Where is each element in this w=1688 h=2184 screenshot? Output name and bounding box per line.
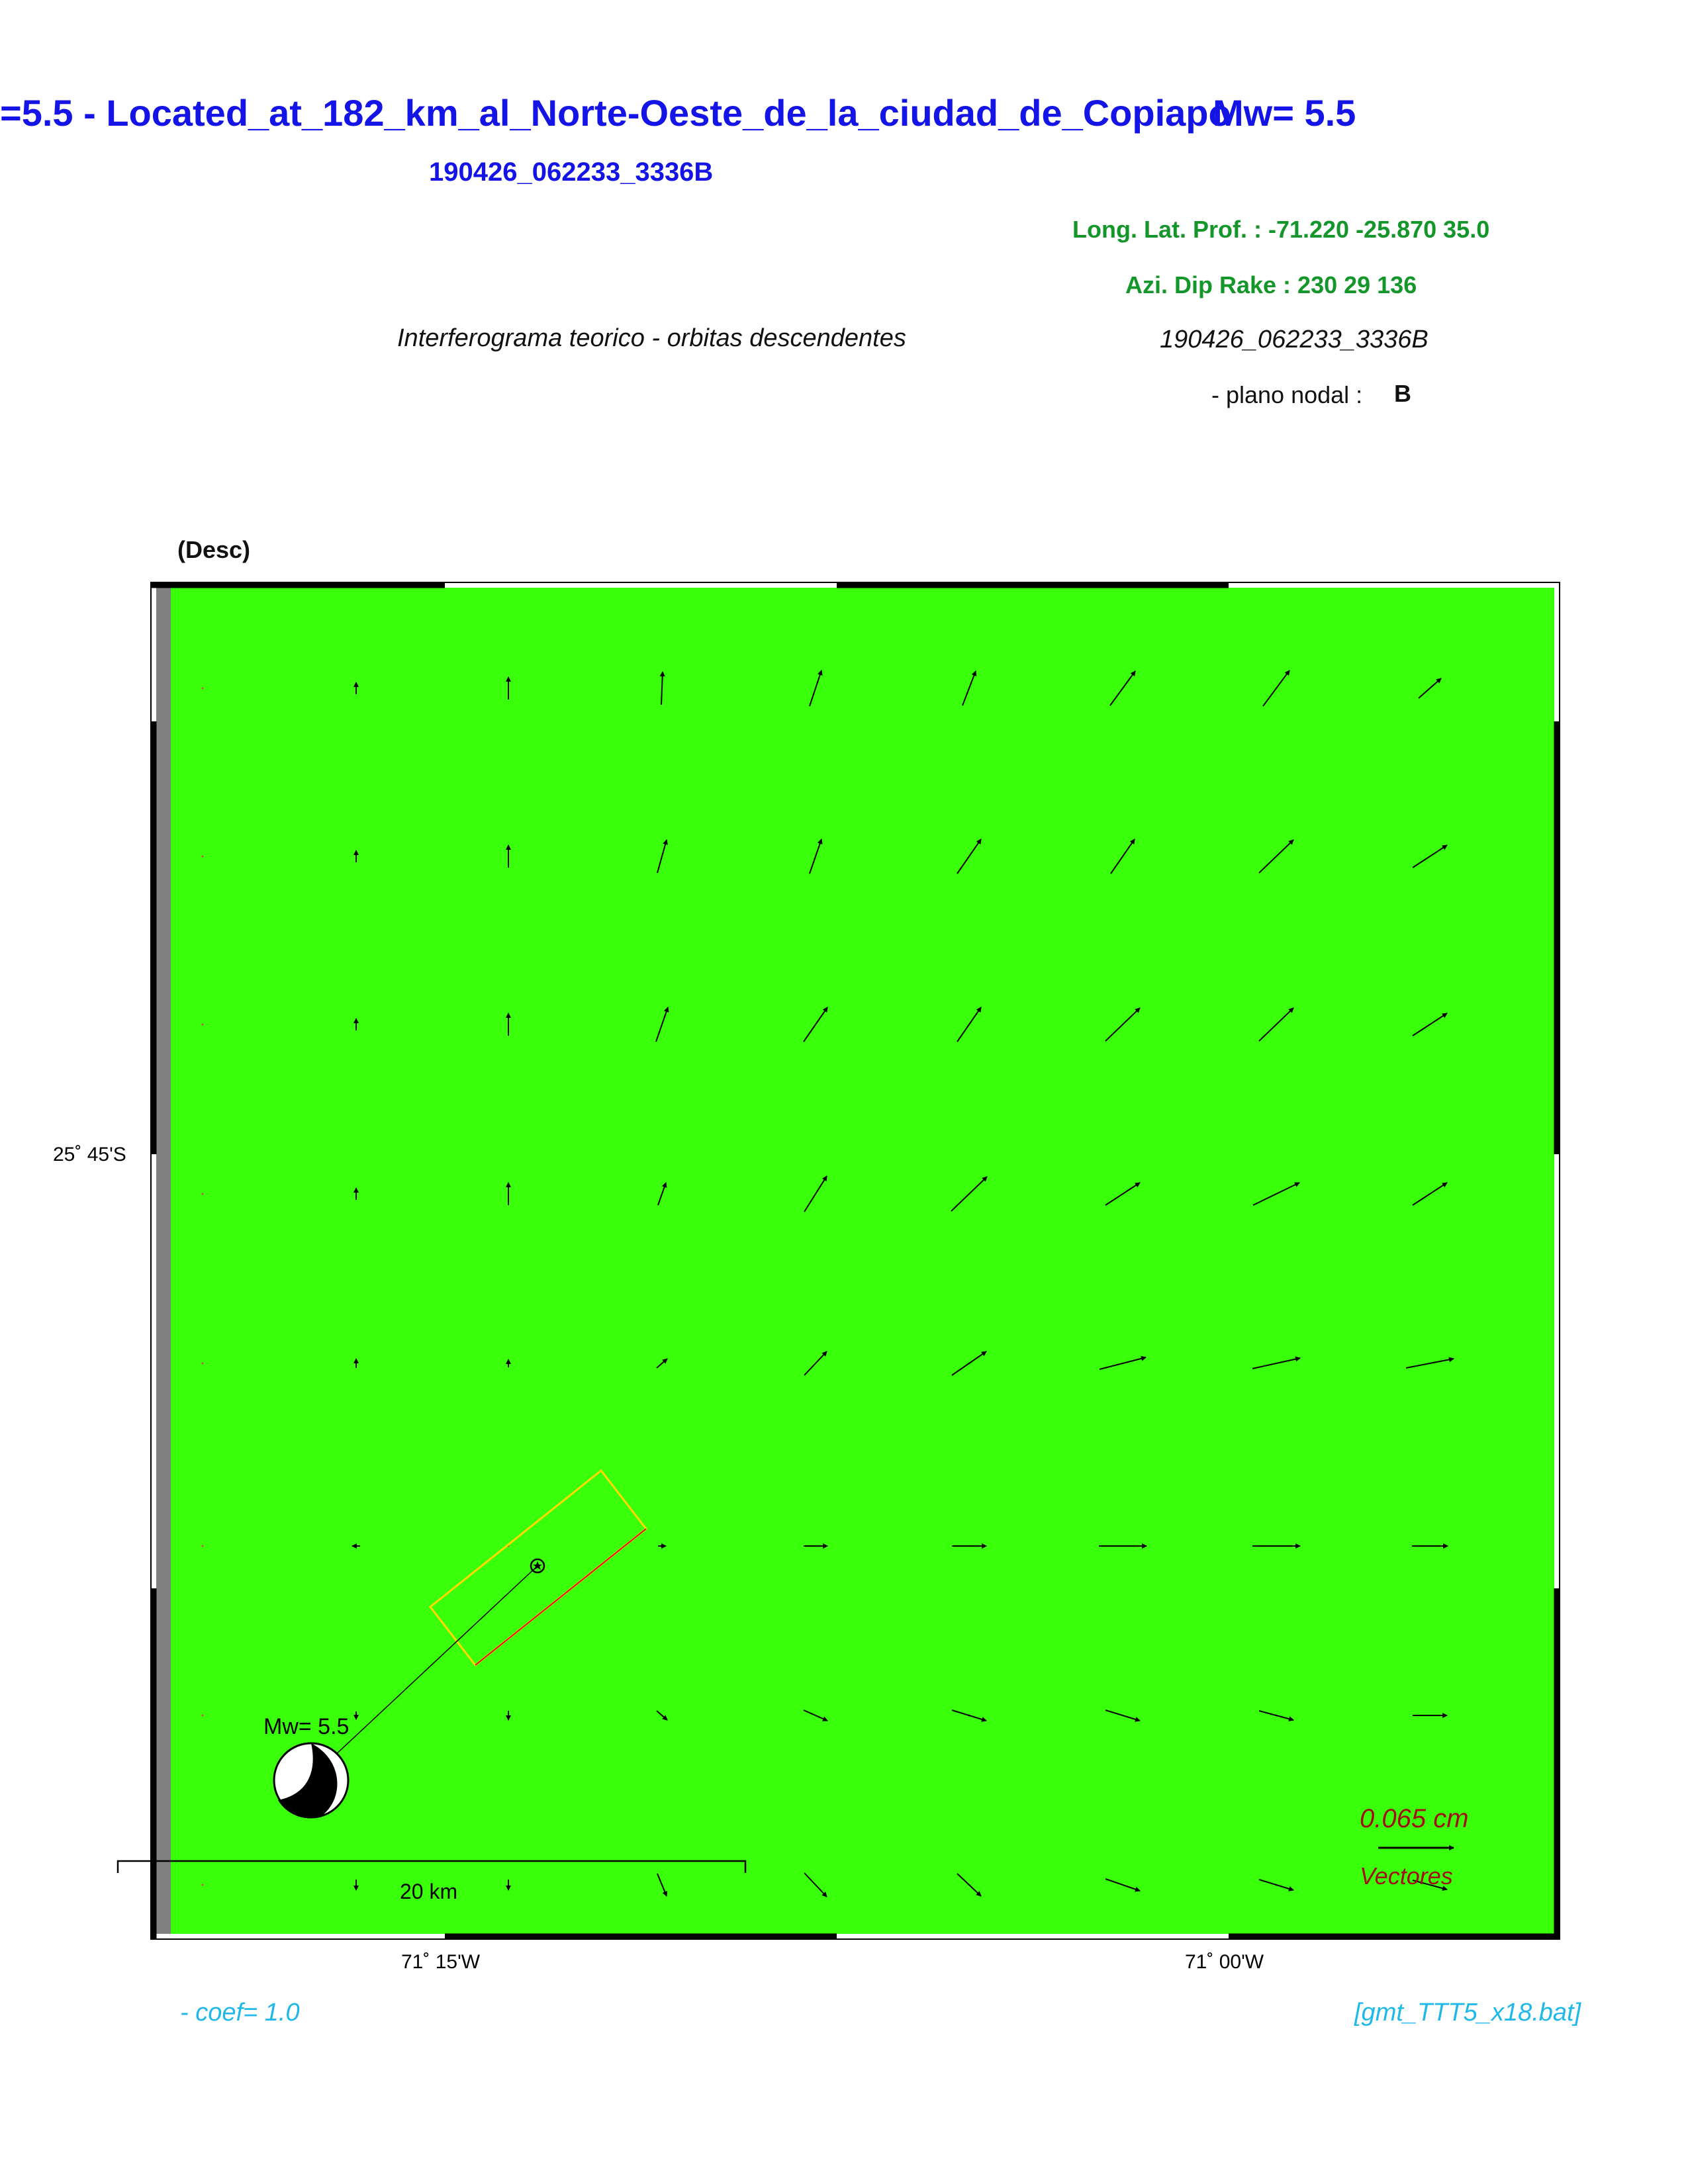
interferogram-fill: [156, 588, 1554, 1934]
vector-dot: [202, 856, 204, 858]
vector-dot: [202, 1884, 204, 1886]
location-params: Long. Lat. Prof. : -71.220 -25.870 35.0: [1072, 216, 1490, 243]
beachball-icon: [274, 1743, 348, 1818]
coef-label: - coef= 1.0: [180, 1999, 300, 2026]
longitude-tick-2: 71˚ 00'W: [1185, 1951, 1264, 1973]
plano-nodal-label: - plano nodal :: [1211, 381, 1363, 408]
vector-dot: [202, 1545, 204, 1547]
vector-scale-label: Vectores: [1360, 1862, 1453, 1889]
longitude-tick-1: 71˚ 15'W: [401, 1951, 481, 1973]
vector-dot: [202, 1363, 204, 1365]
event-title: =5.5 - Located_at_182_km_al_Norte-Oeste_de_la_ciudad_de_Copiapo: [0, 92, 1231, 134]
vector-dot: [202, 1715, 204, 1717]
map-subtitle: Interferograma teorico - orbitas descendentes: [397, 324, 906, 352]
latitude-tick: 25˚ 45'S: [53, 1144, 126, 1165]
vector-dot: [202, 1024, 204, 1026]
grey-strip: [156, 588, 171, 1934]
event-id-title: 190426_062233_3336B: [429, 158, 714, 187]
plano-nodal-value: B: [1394, 380, 1411, 407]
mechanism-params: Azi. Dip Rake : 230 29 136: [1125, 271, 1417, 298]
panel-label: (Desc): [177, 536, 251, 563]
script-label: [gmt_TTT5_x18.bat]: [1354, 1999, 1581, 2026]
scale-bar-label: 20 km: [400, 1880, 458, 1903]
event-id-label: 190426_062233_3336B: [1160, 326, 1429, 353]
vector-scale-value: 0.065 cm: [1360, 1804, 1469, 1833]
vector-dot: [202, 1193, 204, 1195]
magnitude-title: Mw= 5.5: [1213, 92, 1356, 134]
beachball-label: Mw= 5.5: [263, 1714, 350, 1739]
vector-dot: [202, 688, 204, 690]
